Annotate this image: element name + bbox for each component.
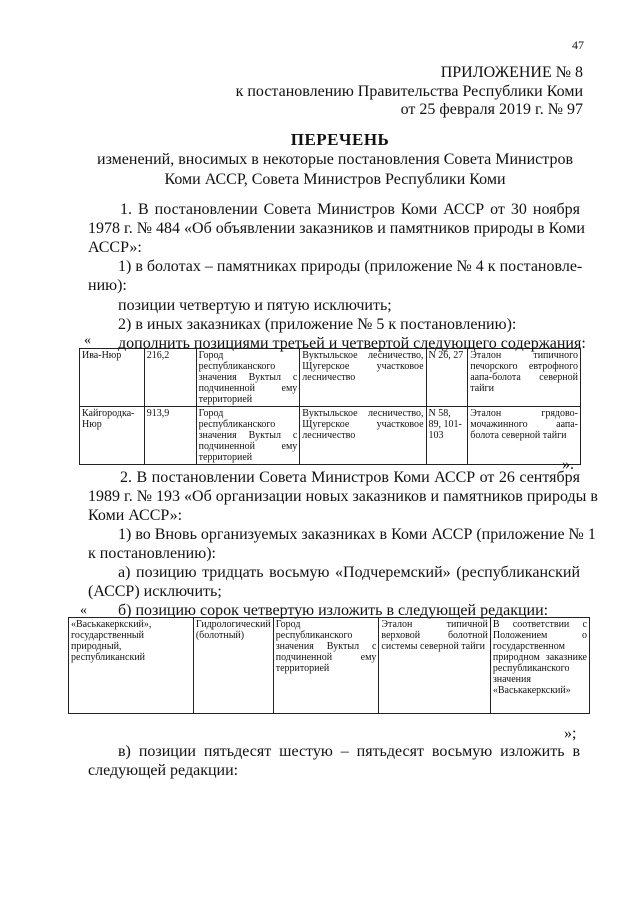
reserve-edit-location: Город республиканского значения Вуктыл с подчиненной ему территорией [273, 618, 379, 714]
reserve-edit-name: «Васькакеркский», государственный природный, республиканский [69, 618, 194, 714]
reserve-location: Город республиканского значения Вуктыл с подчиненной ему территорией [196, 407, 300, 465]
section2-b-line: б) позицию сорок четвертую изложить в следующей редакции: [118, 602, 549, 619]
table1-close-quote: ». [562, 456, 574, 473]
reserve-area: 913,9 [144, 407, 196, 465]
appendix-line2: к постановлению Правительства Республики Коми [235, 83, 583, 100]
reserve-description: Эталон типичного печорского евтрофного аапа-болота северной тайги [468, 349, 581, 407]
reserve-area: 216,2 [144, 349, 196, 407]
section2-line3: Коми АССР»: [88, 507, 183, 524]
table1-open-quote: « [84, 333, 91, 348]
section2-line1: 2. В постановлении Совета Министров Коми АССР от 26 сентября [120, 469, 580, 486]
section2-v-line2: следующей редакции: [88, 762, 239, 779]
section1-line2: 1978 г. № 484 «Об объявлении заказников и памятников природы в Коми [88, 220, 585, 237]
reserve-forestry: Вуктыльское лесничество, Щугерское участковое лесничество [300, 407, 426, 465]
table2-open-quote: « [80, 603, 87, 618]
table2-close-quote: »; [564, 725, 577, 742]
section1-item1-text: позиции четвертую и пятую исключить; [118, 297, 392, 314]
reserve-edit-type: Гидрологический (болотный) [193, 618, 273, 714]
appendix-title: ПРИЛОЖЕНИЕ № 8 [440, 64, 583, 81]
reserve-forestry: Вуктыльское лесничество, Щугерское участковое лесничество [300, 349, 426, 407]
reserve-name: Кайгородка-Нюр [80, 407, 145, 465]
section1-line1: 1. В постановлении Совета Министров Коми АССР от 30 ноября [120, 201, 580, 218]
section2-a-line1: а) позицию тридцать восьмую «Подчеремский» (республиканский [118, 564, 580, 581]
reserve-description: Эталон грядово-мочажинного аапа-болота северной тайги [468, 407, 581, 465]
reserve-location: Город республиканского значения Вуктыл с подчиненной ему территорией [196, 349, 300, 407]
reserve-name: Ива-Нюр [80, 349, 145, 407]
appendix-line3: от 25 февраля 2019 г. № 97 [400, 101, 583, 118]
section1-line3: АССР»: [88, 239, 142, 256]
document-title: ПЕРЕЧЕНЬ [290, 130, 390, 149]
section1-item1-line1: 1) в болотах – памятниках природы (приложение № 4 к постановле- [118, 258, 583, 275]
section2-a-line2: (АССР) исключить; [88, 583, 222, 600]
table-row [69, 618, 590, 714]
section2-item1-line2: к постановлению): [88, 545, 216, 562]
reserve-edit-table [68, 617, 590, 714]
section1-item2: 2) в иных заказниках (приложение № 5 к постановлению): [118, 316, 517, 333]
document-subtitle-1: изменений, вносимых в некоторые постановления Совета Министров [97, 151, 573, 168]
section2-line2: 1989 г. № 193 «Об организации новых заказников и памятников природы в [88, 488, 598, 505]
reserve-quarters: N 26, 27 [426, 349, 468, 407]
section1-item1-line2: нию): [88, 277, 127, 294]
reserve-quarters: N 58, 89, 101-103 [426, 407, 468, 465]
section2-item1-line1: 1) во Вновь организуемых заказниках в Коми АССР (приложение № 1 [118, 526, 596, 543]
reserves-table [79, 348, 581, 465]
reserve-edit-basis: В соответствии с Положением о государственном природном заказнике республиканского значения «Васькакеркский» [490, 618, 589, 714]
page-number: 47 [572, 38, 584, 52]
table-row [80, 349, 581, 407]
reserve-edit-description: Эталон типичной верховой болотной системы северной тайги [379, 618, 490, 714]
section2-v-line1: в) позиции пятьдесят шестую – пятьдесят восьмую изложить в [118, 743, 580, 760]
document-subtitle-2: Коми АССР, Совета Министров Республики Коми [164, 171, 506, 188]
section1-item2-text: дополнить позициями третьей и четвертой следующего содержания: [118, 335, 586, 352]
table-row [80, 407, 581, 465]
